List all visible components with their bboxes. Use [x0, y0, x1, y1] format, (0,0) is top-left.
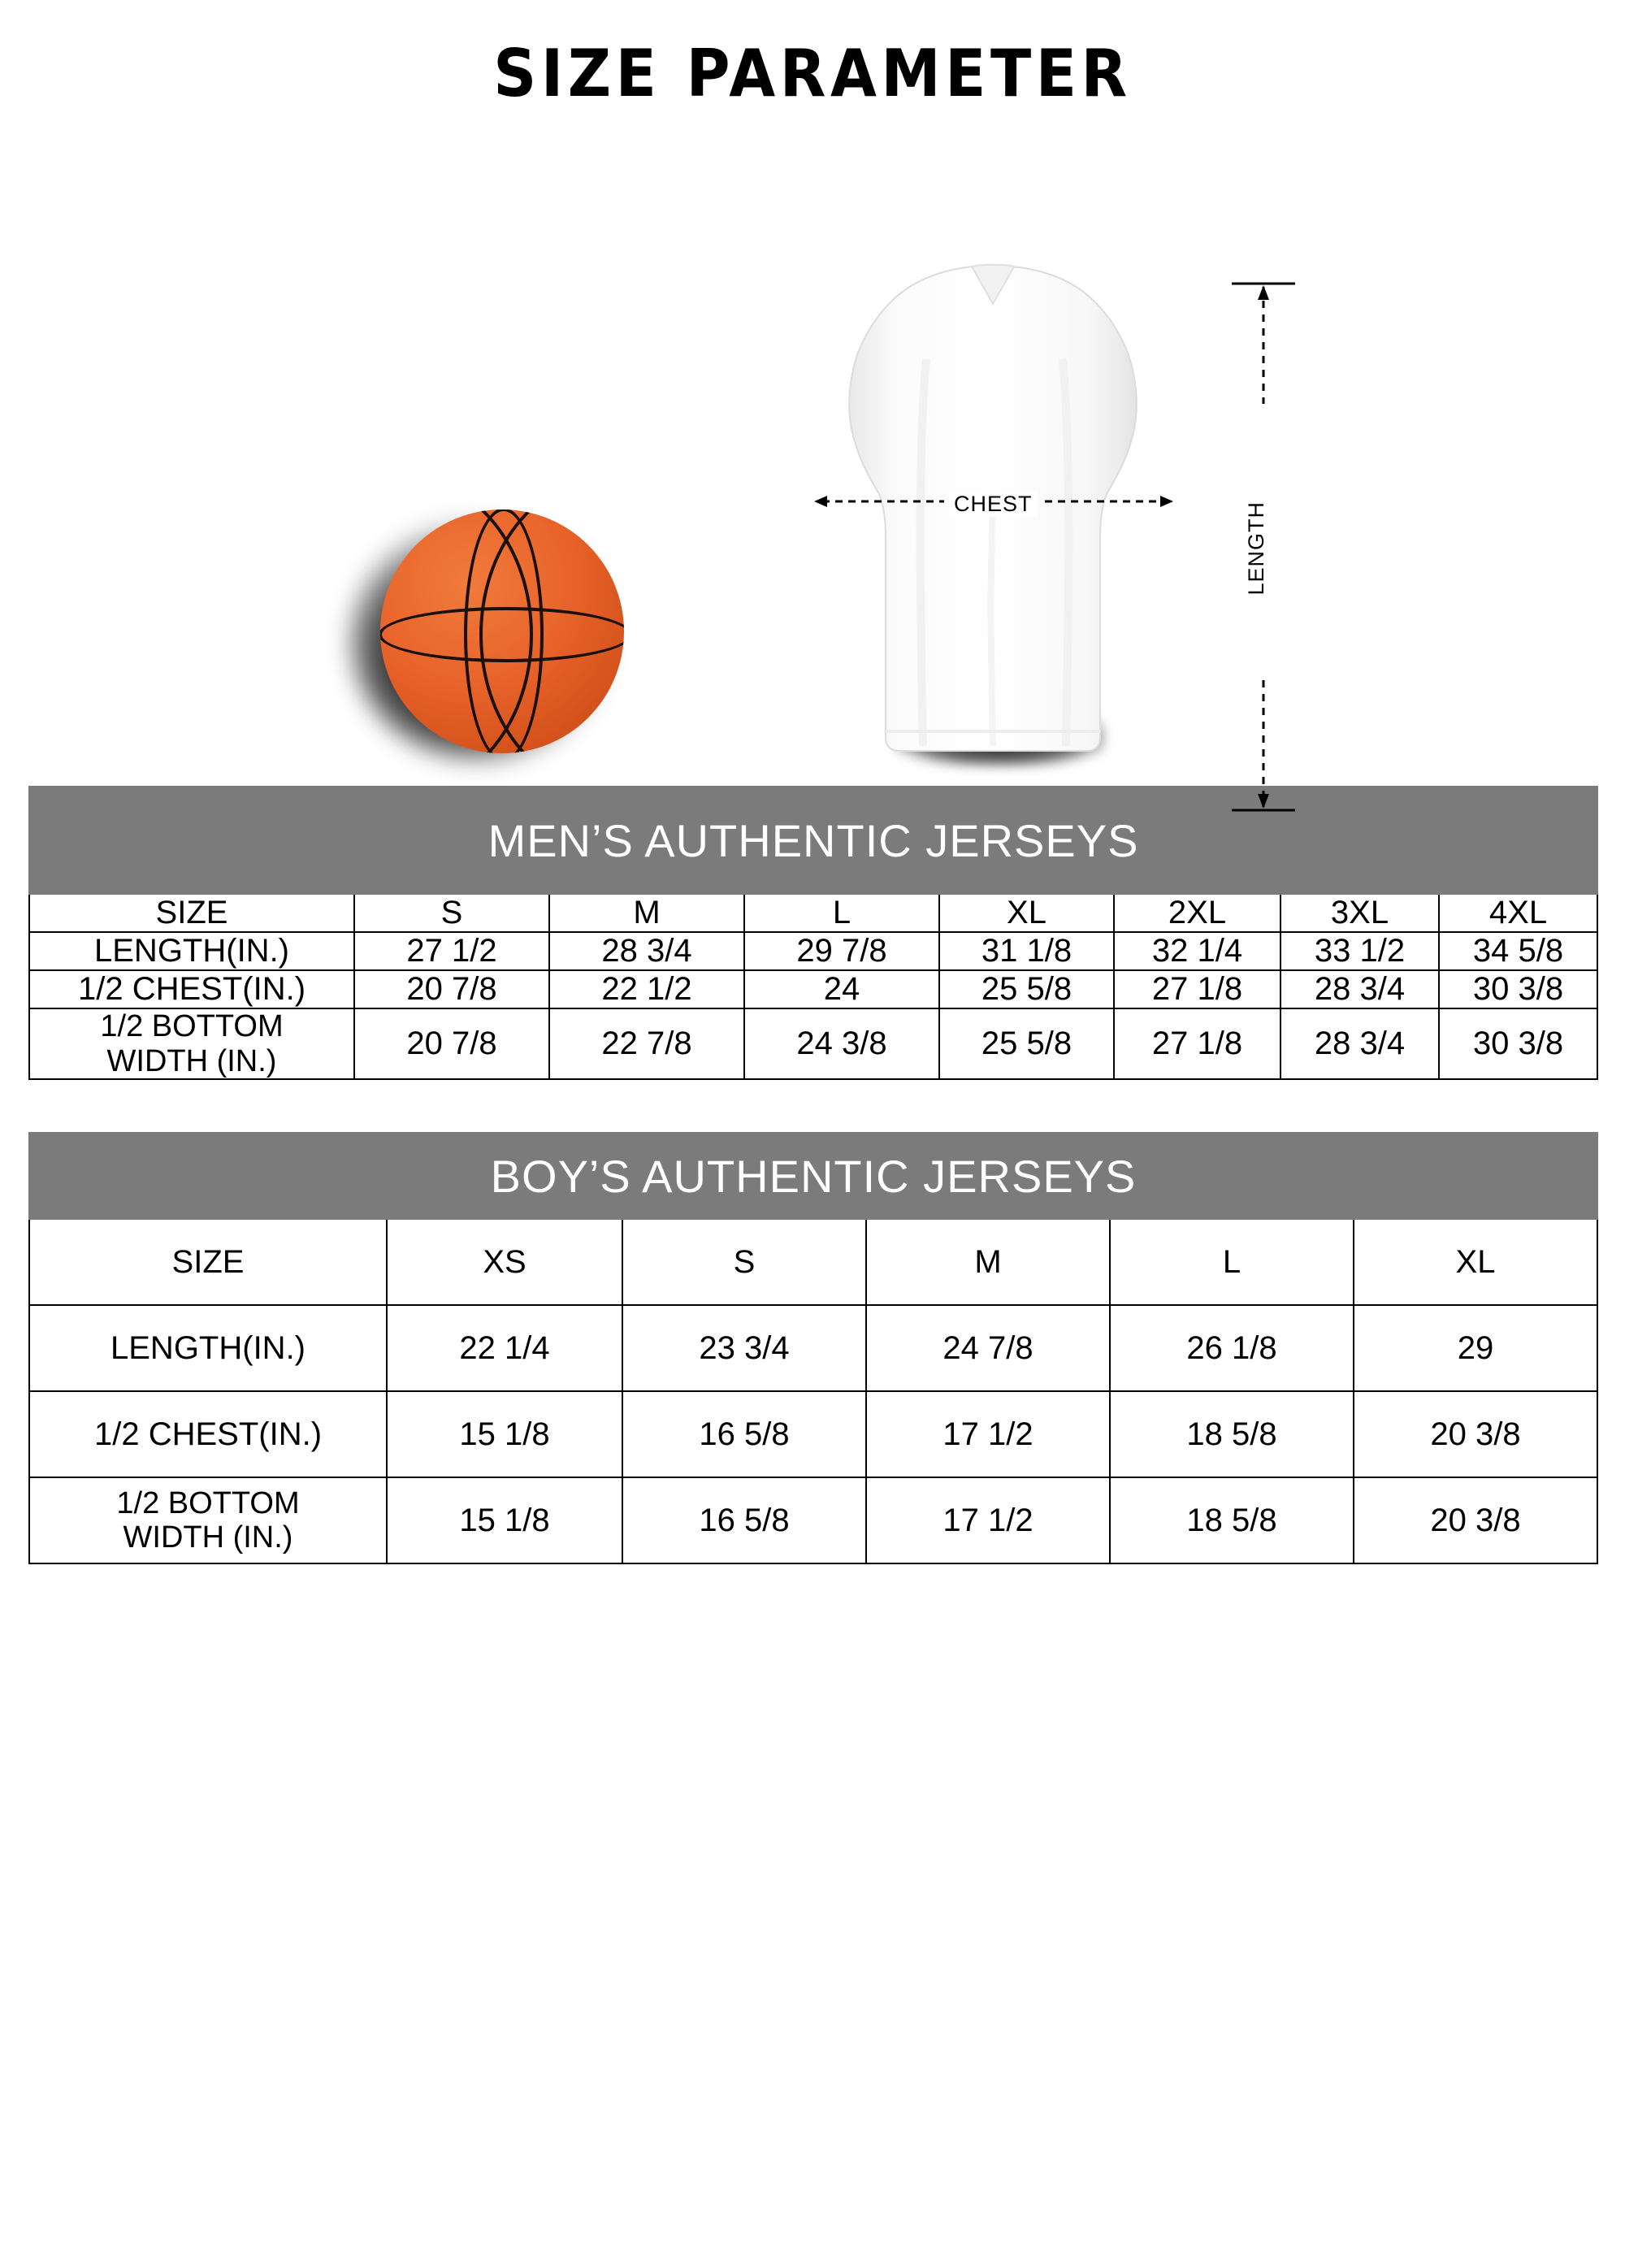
basketball-seam-curve-right: [479, 510, 624, 753]
boys-row-label-chest: 1/2 CHEST(IN.): [29, 1391, 387, 1477]
mens-bottom-2xl: 27 1/8: [1114, 1008, 1280, 1079]
boys-col-l: L: [1110, 1219, 1354, 1305]
boys-bottom-l: 18 5/8: [1110, 1477, 1354, 1563]
boys-col-s: S: [622, 1219, 866, 1305]
boys-row-label-bottom-width: [29, 1477, 387, 1563]
mens-length-4xl: 34 5/8: [1439, 932, 1597, 970]
mens-bottom-4xl: 30 3/8: [1439, 1008, 1597, 1079]
boys-chest-xl: 20 3/8: [1354, 1391, 1597, 1477]
mens-length-3xl: 33 1/2: [1280, 932, 1439, 970]
table-row: [29, 970, 1597, 1008]
basketball-ball: [380, 510, 624, 753]
mens-length-s: 27 1/2: [354, 932, 549, 970]
mens-bottom-s: 20 7/8: [354, 1008, 549, 1079]
boys-col-m: M: [866, 1219, 1110, 1305]
boys-row-label-bottom-width-line2: WIDTH (IN.): [123, 1520, 293, 1555]
mens-row-label-bottom-width-line1: 1/2 BOTTOM: [100, 1009, 284, 1043]
mens-row-label-bottom-width-line2: WIDTH (IN.): [106, 1043, 277, 1078]
mens-chest-4xl: 30 3/8: [1439, 970, 1597, 1008]
mens-col-xl: XL: [939, 894, 1114, 932]
page-title: SIZE PARAMETER: [493, 36, 1132, 111]
boys-size-table-block: [28, 1132, 1597, 1564]
mens-row-label-chest: 1/2 CHEST(IN.): [29, 970, 354, 1008]
boys-length-xl: 29: [1354, 1305, 1597, 1391]
boys-row-label-bottom-width-line1: 1/2 BOTTOM: [116, 1485, 300, 1520]
basketball-icon: [341, 485, 634, 778]
mens-col-3xl: 3XL: [1280, 894, 1439, 932]
table-row: [29, 932, 1597, 970]
mens-col-2xl: 2XL: [1114, 894, 1280, 932]
table-row: [29, 1391, 1597, 1477]
illustration-area: [28, 111, 1597, 786]
jersey-icon: [804, 262, 1186, 790]
table-row: [29, 1477, 1597, 1563]
boys-size-table: [28, 1132, 1598, 1564]
mens-chest-xl: 25 5/8: [939, 970, 1114, 1008]
boys-length-m: 24 7/8: [866, 1305, 1110, 1391]
boys-chest-l: 18 5/8: [1110, 1391, 1354, 1477]
mens-header-row: [29, 894, 1597, 932]
boys-chest-m: 17 1/2: [866, 1391, 1110, 1477]
mens-col-4xl: 4XL: [1439, 894, 1597, 932]
mens-length-xl: 31 1/8: [939, 932, 1114, 970]
mens-col-size: SIZE: [29, 894, 354, 932]
mens-bottom-m: 22 7/8: [549, 1008, 744, 1079]
mens-col-s: S: [354, 894, 549, 932]
mens-chest-s: 20 7/8: [354, 970, 549, 1008]
table-row: [29, 1305, 1597, 1391]
boys-table-heading: BOY’S AUTHENTIC JERSEYS: [29, 1133, 1597, 1219]
mens-bottom-xl: 25 5/8: [939, 1008, 1114, 1079]
boys-col-xl: XL: [1354, 1219, 1597, 1305]
mens-length-m: 28 3/4: [549, 932, 744, 970]
mens-row-label-length: LENGTH(IN.): [29, 932, 354, 970]
mens-chest-2xl: 27 1/8: [1114, 970, 1280, 1008]
boys-header-row: [29, 1219, 1597, 1305]
mens-chest-l: 24: [744, 970, 939, 1008]
boys-row-label-length: LENGTH(IN.): [29, 1305, 387, 1391]
boys-col-xs: XS: [387, 1219, 622, 1305]
boys-length-xs: 22 1/4: [387, 1305, 622, 1391]
boys-table-heading-row: [29, 1133, 1597, 1219]
boys-col-size: SIZE: [29, 1219, 387, 1305]
jersey-illustration: [804, 262, 1186, 790]
mens-col-l: L: [744, 894, 939, 932]
boys-bottom-xs: 15 1/8: [387, 1477, 622, 1563]
boys-chest-xs: 15 1/8: [387, 1391, 622, 1477]
mens-length-2xl: 32 1/4: [1114, 932, 1280, 970]
mens-length-l: 29 7/8: [744, 932, 939, 970]
table-spacer: [28, 1080, 1597, 1132]
length-measure-label: LENGTH: [1239, 501, 1274, 596]
mens-col-m: M: [549, 894, 744, 932]
mens-size-table-block: [28, 786, 1597, 1080]
mens-bottom-3xl: 28 3/4: [1280, 1008, 1439, 1079]
mens-table-heading: MEN’S AUTHENTIC JERSEYS: [29, 787, 1597, 894]
mens-bottom-l: 24 3/8: [744, 1008, 939, 1079]
mens-chest-3xl: 28 3/4: [1280, 970, 1439, 1008]
mens-chest-m: 22 1/2: [549, 970, 744, 1008]
boys-bottom-xl: 20 3/8: [1354, 1477, 1597, 1563]
boys-length-s: 23 3/4: [622, 1305, 866, 1391]
mens-size-table: [28, 786, 1598, 1080]
mens-row-label-bottom-width: [29, 1008, 354, 1079]
boys-bottom-s: 16 5/8: [622, 1477, 866, 1563]
table-row: [29, 1008, 1597, 1079]
mens-table-heading-row: [29, 787, 1597, 894]
boys-length-l: 26 1/8: [1110, 1305, 1354, 1391]
chest-measure-label: CHEST: [949, 492, 1038, 517]
boys-bottom-m: 17 1/2: [866, 1477, 1110, 1563]
boys-chest-s: 16 5/8: [622, 1391, 866, 1477]
